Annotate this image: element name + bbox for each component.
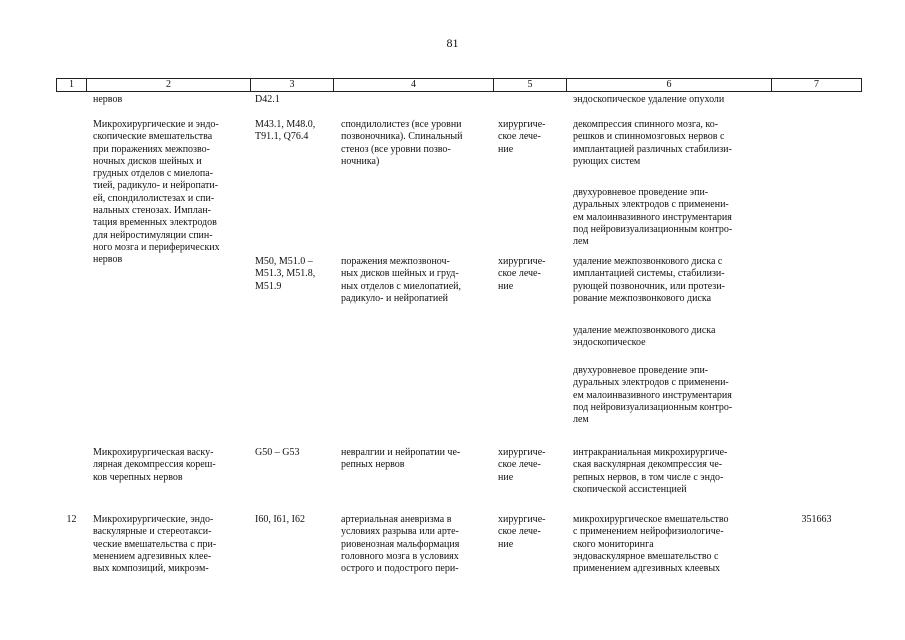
- cell-description: нервов: [93, 94, 123, 105]
- cell-treatment-type: хирургиче- ское лече- ние: [498, 256, 546, 292]
- cell-treatment-method: интракраниальная микрохирургиче- ская васкулярная декомпрессия че- репных нервов, в том числе с эндо- скопической ассистенцией: [573, 447, 728, 495]
- cell-treatment-method: удаление межпозвонкового диска с имплантацией системы, стабилизи- рующей позвоночник, или протези- рование межпозвонкового диска: [573, 256, 725, 304]
- cell-icd-codes: M43.1, M48.0, T91.1, Q76.4: [255, 119, 316, 143]
- cell-description: Микрохирургические и эндо- скопические вмешательства при поражениях межпозво- ночных дисков шейных и грудных отделов с миелопа- тией, радикуло- и нейропати- ей, спондилолистезах и спи- нальных стенозах. Имплан- тация временных электродов для нейростимуляции спин- ного мозга и периферических нервов: [93, 119, 220, 266]
- cell-treatment-method: удаление межпозвонкового диска эндоскопическое: [573, 325, 716, 349]
- cell-description: Микрохирургические, эндо- васкулярные и стереотакси- ческие вмешательства с при- менением адгезивных клее- вых композиций, микроэм-: [93, 514, 217, 575]
- cell-diagnosis: невралгии и нейропатии че- репных нервов: [341, 447, 461, 471]
- cell-diagnosis: поражения межпозвоноч- ных дисков шейных и груд- ных отделов с миелопатией, радикуло- и нейропатией: [341, 256, 462, 304]
- cell-treatment-method: эндоскопическое удаление опухоли: [573, 94, 725, 105]
- column-header: 7: [814, 79, 819, 90]
- cell-treatment-type: хирургиче- ское лече- ние: [498, 514, 546, 550]
- cell-treatment-method: декомпрессия спинного мозга, ко- решков и спинномозговых нервов с имплантацией различных стабилизи- рующих систем: [573, 119, 732, 167]
- column-divider: [861, 78, 862, 91]
- cell-treatment-type: хирургиче- ское лече- ние: [498, 447, 546, 483]
- cell-icd-codes: M50, M51.0 – M51.3, M51.8, M51.9: [255, 256, 316, 292]
- header-bottom-rule: [56, 91, 862, 92]
- page-number: 81: [446, 36, 459, 50]
- column-header: 6: [666, 79, 672, 90]
- cell-icd-codes: I60, I61, I62: [255, 514, 305, 525]
- column-header: 3: [289, 79, 295, 90]
- cell-treatment-method: микрохирургическое вмешательство с применением нейрофизиологиче- ского мониторинга: [573, 514, 729, 550]
- cell-treatment-method: двухуровневое проведение эпи- дуральных электродов с применени- ем малоинвазивного инструментария под нейровизуализационным контро- лем: [573, 187, 733, 248]
- column-header: 1: [69, 79, 74, 90]
- cell-row-number: 12: [66, 514, 77, 525]
- cell-treatment-type: хирургиче- ское лече- ние: [498, 119, 546, 155]
- cell-treatment-method: двухуровневое проведение эпи- дуральных электродов с применени- ем малоинвазивного инструментария под нейровизуализационным контро- лем: [573, 365, 733, 426]
- column-header: 2: [166, 79, 171, 90]
- cell-diagnosis: спондилолистез (все уровни позвоночника). Спинальный стеноз (все уровни позво- ночника): [341, 119, 463, 167]
- column-header: 4: [411, 79, 416, 90]
- cell-cost: 351663: [801, 514, 832, 525]
- cell-treatment-method: эндоваскулярное вмешательство с применением адгезивных клеевых: [573, 551, 721, 575]
- column-header: 5: [527, 79, 533, 90]
- cell-diagnosis: артериальная аневризма в условиях разрыва или арте- риовенозная мальформация головного мозга в условиях острого и подострого пери-: [341, 514, 460, 575]
- cell-icd-codes: D42.1: [255, 94, 280, 105]
- cell-icd-codes: G50 – G53: [255, 447, 300, 458]
- cell-description: Микрохирургическая васку- лярная декомпрессия кореш- ков черепных нервов: [93, 447, 216, 483]
